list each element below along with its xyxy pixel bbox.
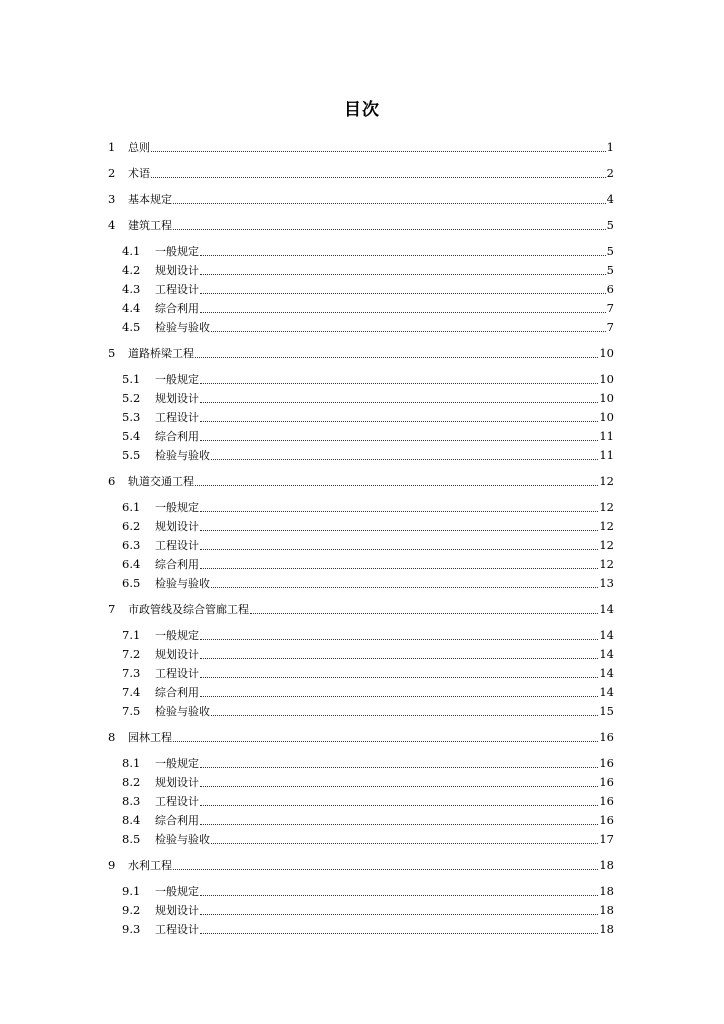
toc-entry-page-number: 4 [606,192,614,206]
toc-entry-page-number: 11 [599,448,614,462]
toc-entry-label: 术语 [128,167,150,180]
toc-dot-leader [200,824,598,825]
toc-section-entry[interactable] [122,297,614,316]
toc-entry-page-number: 16 [599,794,614,808]
toc-entry-number: 6 [108,474,116,488]
toc-entry-label: 园林工程 [128,731,172,744]
toc-dot-leader [250,613,598,614]
toc-entry-page-number: 12 [599,500,614,514]
toc-entry-number: 4 [108,218,116,232]
toc-chapter-entry[interactable] [108,162,614,181]
toc-section-entry[interactable] [122,880,614,899]
toc-dot-leader [200,805,598,806]
toc-dot-leader [200,658,598,659]
toc-dot-leader [200,639,598,640]
toc-entry-number: 4.4 [122,301,141,315]
toc-section-entry[interactable] [122,643,614,662]
toc-dot-leader [173,741,598,742]
toc-entry-page-number: 10 [599,346,614,360]
toc-entry-page-number: 10 [599,410,614,424]
toc-dot-leader [200,421,598,422]
toc-dot-leader [211,459,598,460]
toc-section-entry[interactable] [122,572,614,591]
toc-entry-label: 一般规定 [155,501,199,514]
toc-entry-page-number: 14 [599,647,614,661]
toc-entry-label: 综合利用 [155,814,199,827]
toc-entry-label: 检验与验收 [155,321,210,334]
toc-dot-leader [200,549,598,550]
toc-entry-label: 规划设计 [155,776,199,789]
toc-entry-number: 9.2 [122,903,141,917]
toc-section-entry[interactable] [122,259,614,278]
toc-entry-label: 一般规定 [155,885,199,898]
toc-entry-label: 市政管线及综合管廊工程 [128,603,249,616]
toc-entry-page-number: 5 [606,244,614,258]
toc-entry-number: 9.1 [122,884,141,898]
toc-entry-label: 一般规定 [155,373,199,386]
toc-entry-label: 一般规定 [155,757,199,770]
toc-entry-number: 9 [108,858,116,872]
toc-entry-number: 8.5 [122,832,141,846]
toc-entry-page-number: 7 [606,320,614,334]
toc-section-entry[interactable] [122,368,614,387]
toc-entry-label: 工程设计 [155,667,199,680]
toc-entry-number: 9.3 [122,922,141,936]
toc-entry-label: 轨道交通工程 [128,475,194,488]
toc-section-entry[interactable] [122,809,614,828]
toc-entry-page-number: 10 [599,372,614,386]
toc-entry-page-number: 18 [599,858,614,872]
toc-entry-label: 总则 [128,141,150,154]
toc-dot-leader [200,402,598,403]
toc-entry-page-number: 18 [599,903,614,917]
toc-dot-leader [200,786,598,787]
toc-chapter-entry[interactable] [108,342,614,361]
toc-entry-number: 6.4 [122,557,141,571]
toc-entry-page-number: 16 [599,730,614,744]
toc-chapter-entry[interactable] [108,136,614,155]
page-title: 目次 [344,100,380,120]
toc-entry-page-number: 6 [606,282,614,296]
toc-entry-number: 8.4 [122,813,141,827]
toc-entry-number: 5.1 [122,372,141,386]
toc-entry-number: 3 [108,192,116,206]
toc-dot-leader [151,151,606,152]
toc-dot-leader [195,357,598,358]
toc-entry-number: 8.1 [122,756,141,770]
toc-entry-page-number: 14 [599,685,614,699]
toc-entry-label: 一般规定 [155,629,199,642]
toc-entry-page-number: 5 [606,263,614,277]
toc-entry-number: 7.1 [122,628,141,642]
toc-dot-leader [200,312,606,313]
toc-entry-number: 5.3 [122,410,141,424]
toc-entry-label: 工程设计 [155,411,199,424]
toc-entry-page-number: 16 [599,775,614,789]
toc-section-entry[interactable] [122,899,614,918]
toc-section-entry[interactable] [122,790,614,809]
toc-entry-label: 综合利用 [155,686,199,699]
toc-section-entry[interactable] [122,425,614,444]
toc-entry-label: 规划设计 [155,904,199,917]
toc-entry-page-number: 12 [599,519,614,533]
toc-dot-leader [173,229,606,230]
toc-entry-number: 7.5 [122,704,141,718]
toc-entry-label: 工程设计 [155,923,199,936]
toc-entry-number: 7.3 [122,666,141,680]
toc-dot-leader [195,485,598,486]
toc-section-entry[interactable] [122,387,614,406]
toc-dot-leader [200,914,598,915]
toc-section-entry[interactable] [122,828,614,847]
toc-entry-page-number: 14 [599,666,614,680]
toc-dot-leader [200,933,598,934]
toc-entry-number: 7 [108,602,116,616]
toc-chapter-entry[interactable] [108,470,614,489]
toc-section-entry[interactable] [122,771,614,790]
toc-entry-number: 5.2 [122,391,141,405]
toc-chapter-entry[interactable] [108,188,614,207]
toc-dot-leader [200,255,606,256]
toc-section-entry[interactable] [122,700,614,719]
toc-entry-number: 8.2 [122,775,141,789]
toc-section-entry[interactable] [122,553,614,572]
toc-dot-leader [200,383,598,384]
toc-entry-number: 7.4 [122,685,141,699]
toc-entry-number: 5.5 [122,448,141,462]
toc-section-entry[interactable] [122,278,614,297]
toc-chapter-entry[interactable] [108,214,614,233]
toc-entry-label: 建筑工程 [128,219,172,232]
toc-entry-number: 4.1 [122,244,141,258]
toc-entry-label: 规划设计 [155,392,199,405]
toc-entry-label: 一般规定 [155,245,199,258]
toc-chapter-entry[interactable] [108,726,614,745]
toc-entry-number: 5 [108,346,116,360]
toc-dot-leader [211,331,606,332]
toc-entry-label: 综合利用 [155,430,199,443]
toc-dot-leader [151,177,606,178]
toc-section-entry[interactable] [122,406,614,425]
toc-dot-leader [200,677,598,678]
toc-entry-number: 6.5 [122,576,141,590]
toc-section-entry[interactable] [122,515,614,534]
toc-chapter-entry[interactable] [108,854,614,873]
toc-entry-page-number: 17 [599,832,614,846]
toc-dot-leader [173,869,598,870]
toc-entry-label: 基本规定 [128,193,172,206]
toc-entry-number: 6.1 [122,500,141,514]
toc-dot-leader [211,843,598,844]
toc-entry-page-number: 2 [606,166,614,180]
toc-entry-page-number: 16 [599,813,614,827]
toc-entry-page-number: 10 [599,391,614,405]
toc-entry-page-number: 5 [606,218,614,232]
toc-entry-page-number: 14 [599,628,614,642]
toc-entry-label: 检验与验收 [155,833,210,846]
toc-dot-leader [200,530,598,531]
toc-entry-number: 8.3 [122,794,141,808]
toc-entry-number: 7.2 [122,647,141,661]
toc-entry-label: 水利工程 [128,859,172,872]
toc-entry-label: 检验与验收 [155,577,210,590]
toc-section-entry[interactable] [122,752,614,771]
toc-entry-label: 综合利用 [155,302,199,315]
toc-entry-number: 4.3 [122,282,141,296]
toc-section-entry[interactable] [122,444,614,463]
toc-entry-page-number: 15 [599,704,614,718]
toc-entry-page-number: 1 [606,140,614,154]
toc-entry-number: 4.2 [122,263,141,277]
toc-entry-label: 规划设计 [155,264,199,277]
toc-entry-page-number: 16 [599,756,614,770]
toc-entry-label: 工程设计 [155,539,199,552]
toc-dot-leader [200,293,606,294]
toc-entry-number: 4.5 [122,320,141,334]
toc-entry-number: 6.2 [122,519,141,533]
toc-dot-leader [211,587,598,588]
toc-entry-label: 道路桥梁工程 [128,347,194,360]
toc-entry-page-number: 12 [599,474,614,488]
toc-section-entry[interactable] [122,662,614,681]
toc-entry-number: 8 [108,730,116,744]
toc-section-entry[interactable] [122,534,614,553]
toc-entry-page-number: 12 [599,557,614,571]
toc-entry-page-number: 12 [599,538,614,552]
toc-entry-label: 工程设计 [155,795,199,808]
toc-section-entry[interactable] [122,496,614,515]
toc-entry-number: 2 [108,166,116,180]
toc-dot-leader [200,511,598,512]
toc-chapter-entry[interactable] [108,598,614,617]
toc-dot-leader [200,568,598,569]
toc-section-entry[interactable] [122,681,614,700]
toc-dot-leader [211,715,598,716]
toc-entry-page-number: 7 [606,301,614,315]
toc-dot-leader [173,203,606,204]
toc-section-entry[interactable] [122,316,614,335]
toc-entry-label: 综合利用 [155,558,199,571]
toc-entry-page-number: 11 [599,429,614,443]
toc-entry-number: 6.3 [122,538,141,552]
toc-entry-page-number: 14 [599,602,614,616]
toc-dot-leader [200,696,598,697]
toc-dot-leader [200,274,606,275]
toc-dot-leader [200,895,598,896]
toc-entry-page-number: 18 [599,922,614,936]
toc-section-entry[interactable] [122,240,614,259]
toc-entry-page-number: 18 [599,884,614,898]
toc-section-entry[interactable] [122,624,614,643]
toc-entry-number: 1 [108,140,116,154]
toc-entry-label: 检验与验收 [155,705,210,718]
toc-entry-label: 规划设计 [155,648,199,661]
toc-entry-label: 规划设计 [155,520,199,533]
toc-entry-page-number: 13 [599,576,614,590]
toc-dot-leader [200,767,598,768]
toc-entry-label: 检验与验收 [155,449,210,462]
toc-entry-number: 5.4 [122,429,141,443]
toc-section-entry[interactable] [122,918,614,937]
toc-entry-label: 工程设计 [155,283,199,296]
toc-dot-leader [200,440,598,441]
